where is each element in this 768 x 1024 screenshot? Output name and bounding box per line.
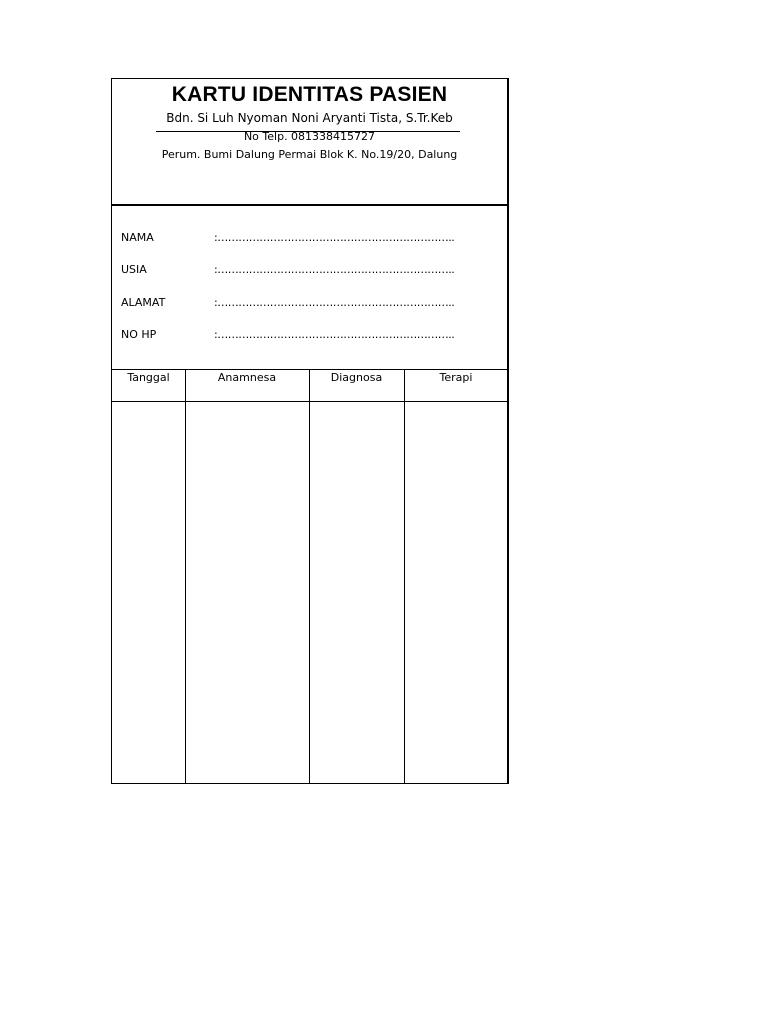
column-header-diagnosa: Diagnosa bbox=[330, 371, 383, 384]
field-label-nama: NAMA bbox=[121, 231, 154, 244]
field-label-usia: USIA bbox=[121, 263, 147, 276]
card-title: KARTU IDENTITAS PASIEN bbox=[171, 83, 448, 106]
column-header-anamnesa: Anamnesa bbox=[217, 371, 277, 384]
field-value-no-hp[interactable]: :………………………………………………………….. bbox=[214, 328, 455, 341]
field-label-no-hp: NO HP bbox=[121, 328, 157, 341]
practitioner-name: Bdn. Si Luh Nyoman Noni Aryanti Tista, S.Tr.Keb bbox=[166, 111, 453, 125]
phone-number: No Telp. 081338415727 bbox=[243, 130, 376, 143]
field-value-usia[interactable]: :………………………………………………………….. bbox=[214, 263, 455, 276]
column-divider bbox=[404, 370, 405, 783]
field-label-alamat: ALAMAT bbox=[121, 296, 166, 309]
column-header-tanggal: Tanggal bbox=[127, 371, 170, 384]
visit-record-table bbox=[112, 370, 507, 783]
card-header bbox=[112, 79, 507, 206]
clinic-address: Perum. Bumi Dalung Permai Blok K. No.19/20, Dalung bbox=[161, 148, 458, 161]
column-divider bbox=[185, 370, 186, 783]
field-value-alamat[interactable]: :………………………………………………………….. bbox=[214, 296, 455, 309]
patient-fields bbox=[112, 206, 507, 370]
patient-identity-card bbox=[111, 78, 509, 784]
field-value-nama[interactable]: :………………………………………………………….. bbox=[214, 231, 455, 244]
column-header-terapi: Terapi bbox=[439, 371, 473, 384]
column-divider bbox=[309, 370, 310, 783]
